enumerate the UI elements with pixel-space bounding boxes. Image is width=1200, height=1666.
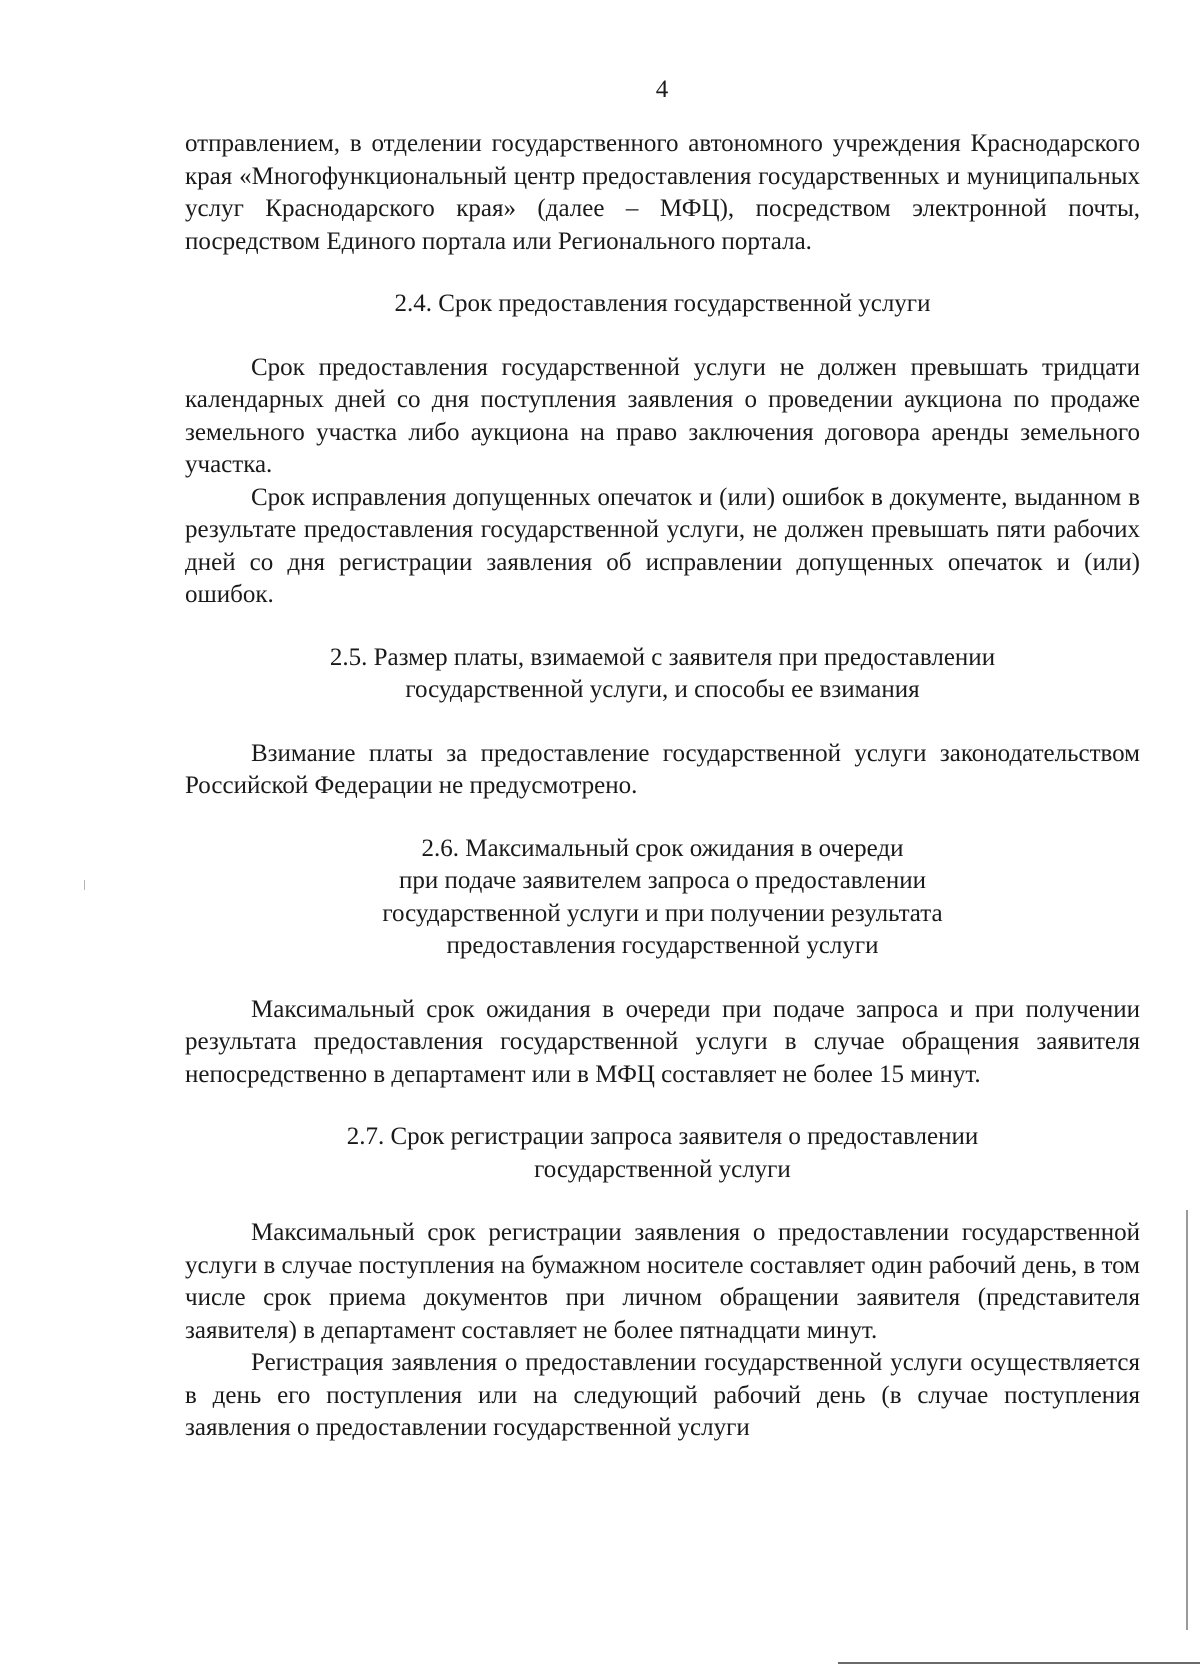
- scan-edge-line: [1186, 1210, 1188, 1630]
- paragraph-correction-term: Срок исправления допущенных опечаток и (или) ошибок в документе, выданном в результате предоставления государственной услуги, не должен превышать пяти рабочих дней со дня регистрации заявления об исправлении допущенных опечаток и (или) ошибок.: [185, 483, 1140, 608]
- spacer: [185, 707, 1140, 738]
- section-heading-2-6: 2.6. Максимальный срок ожидания в очереди при подаче заявителем запроса о предоставлении государственной услуги и при получении результата предоставления государственной услуги: [382, 834, 943, 959]
- spacer: [185, 321, 1140, 352]
- paragraph-registration-term: Максимальный срок регистрации заявления о предоставлении государственной услуги в случае поступления на бумажном носителе составляет один рабочий день, в том числе срок приема документов при личном обращении заявителя (представителя заявителя) в департамент составляет не более пятнадцати минут.: [185, 1219, 1140, 1344]
- section-heading-2-7: 2.7. Срок регистрации запроса заявителя о предоставлении государственной услуги: [346, 1123, 979, 1183]
- document-body: [185, 128, 1140, 1445]
- spacer: [185, 1186, 1140, 1217]
- spacer: [185, 963, 1140, 994]
- spacer: [185, 1091, 1140, 1121]
- paragraph-mfc-submission: отправлением, в отделении государственного автономного учреждения Краснодарского края «Многофункциональный центр предоставления государственных и муниципальных услуг Краснодарского края» (далее – МФЦ), посредством электронной почты, посредством Единого портала или Регионального портала.: [185, 130, 1140, 255]
- spacer: [185, 803, 1140, 833]
- spacer: [185, 612, 1140, 642]
- paragraph-fee: Взимание платы за предоставление государственной услуги законодательством Российской Федерации не предусмотрено.: [185, 739, 1140, 799]
- page-number: 4: [655, 76, 669, 103]
- scan-mark: [84, 880, 85, 890]
- section-heading-2-5: 2.5. Размер платы, взимаемой с заявителя при предоставлении государственной услуги, и способы ее взимания: [329, 643, 996, 703]
- scan-bottom-line: [838, 1662, 1200, 1664]
- paragraph-registration-day: Регистрация заявления о предоставлении государственной услуги осуществляется в день его поступления или на следующий рабочий день (в случае поступления заявления о предоставлении государственной услуги: [185, 1349, 1140, 1441]
- spacer: [185, 258, 1140, 288]
- paragraph-queue-time: Максимальный срок ожидания в очереди при подаче запроса и при получении результата предоставления государственной услуги в случае обращения заявителя непосредственно в департамент или в МФЦ составляет не более 15 минут.: [185, 995, 1140, 1088]
- paragraph-service-term: Срок предоставления государственной услуги не должен превышать тридцати календарных дней со дня поступления заявления о проведении аукциона по продаже земельного участка либо аукциона на право заключения договора аренды земельного участка.: [185, 353, 1140, 478]
- section-heading-2-4: 2.4. Срок предоставления государственной услуги: [394, 290, 931, 317]
